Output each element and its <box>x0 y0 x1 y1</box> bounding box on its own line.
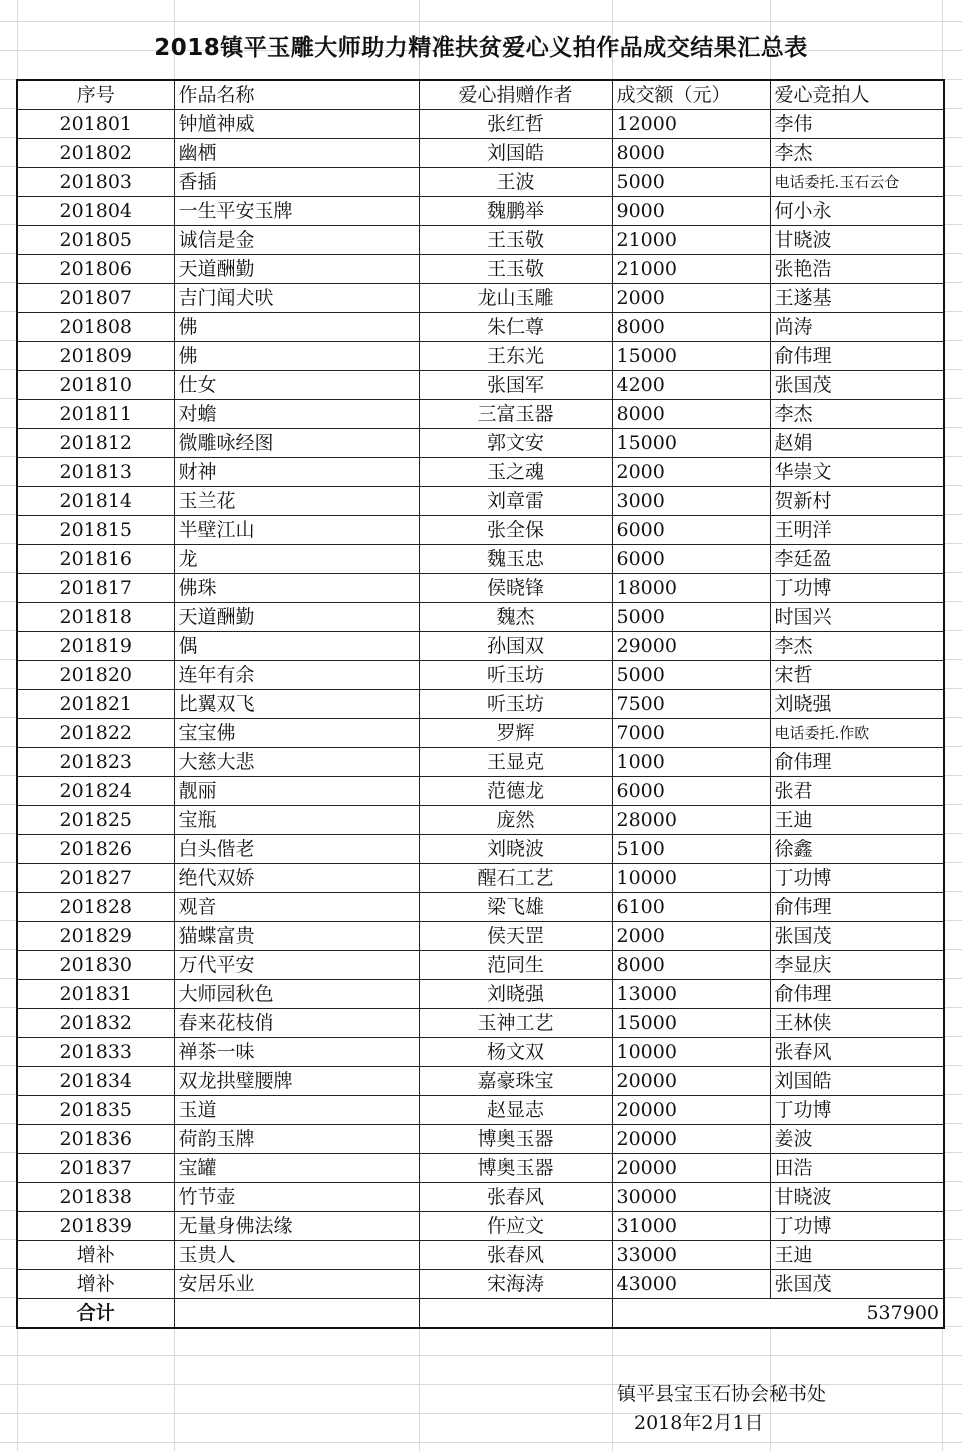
cell-bidder[interactable]: 贺新村 <box>770 487 944 516</box>
cell-price[interactable]: 4200 <box>612 371 770 400</box>
cell-donor[interactable]: 刘章雷 <box>419 487 612 516</box>
cell-price[interactable]: 5000 <box>612 661 770 690</box>
cell-serial[interactable]: 201806 <box>17 255 174 284</box>
cell-price[interactable]: 33000 <box>612 1241 770 1270</box>
cell-serial[interactable]: 201807 <box>17 284 174 313</box>
cell-work-name[interactable]: 天道酬勤 <box>174 603 419 632</box>
cell-bidder[interactable]: 张国茂 <box>770 1270 944 1299</box>
cell-bidder[interactable]: 华崇文 <box>770 458 944 487</box>
cell-work-name[interactable]: 荷韵玉牌 <box>174 1125 419 1154</box>
cell-bidder[interactable]: 姜波 <box>770 1125 944 1154</box>
cell-donor[interactable]: 梁飞雄 <box>419 893 612 922</box>
cell-donor[interactable]: 郭文安 <box>419 429 612 458</box>
cell-serial[interactable]: 增补 <box>17 1270 174 1299</box>
cell-bidder[interactable]: 丁功博 <box>770 574 944 603</box>
cell-donor[interactable]: 张国军 <box>419 371 612 400</box>
footer-date: 2018年2月1日 <box>634 1412 764 1434</box>
cell-bidder[interactable]: 丁功博 <box>770 1096 944 1125</box>
total-empty-cell[interactable] <box>419 1299 612 1329</box>
cell-bidder[interactable]: 电话委托.玉石云仓 <box>770 168 944 197</box>
cell-donor[interactable]: 三富玉器 <box>419 400 612 429</box>
cell-bidder[interactable]: 王遂基 <box>770 284 944 313</box>
cell-bidder[interactable]: 尚涛 <box>770 313 944 342</box>
cell-donor[interactable]: 罗辉 <box>419 719 612 748</box>
table-row <box>17 951 944 980</box>
cell-work-name[interactable]: 连年有余 <box>174 661 419 690</box>
cell-price[interactable]: 8000 <box>612 139 770 168</box>
cell-serial[interactable]: 201809 <box>17 342 174 371</box>
cell-serial[interactable]: 201819 <box>17 632 174 661</box>
cell-serial[interactable]: 201830 <box>17 951 174 980</box>
cell-price[interactable]: 6000 <box>612 777 770 806</box>
cell-price[interactable]: 21000 <box>612 255 770 284</box>
cell-price[interactable]: 12000 <box>612 110 770 139</box>
table-row <box>17 835 944 864</box>
table-body <box>17 110 944 1299</box>
cell-price[interactable]: 5000 <box>612 603 770 632</box>
cell-bidder[interactable]: 李杰 <box>770 400 944 429</box>
cell-serial[interactable]: 201812 <box>17 429 174 458</box>
cell-work-name[interactable]: 吉门闻犬吠 <box>174 284 419 313</box>
cell-price[interactable]: 15000 <box>612 429 770 458</box>
table-row <box>17 1096 944 1125</box>
cell-donor[interactable]: 听玉坊 <box>419 661 612 690</box>
cell-price[interactable]: 43000 <box>612 1270 770 1299</box>
cell-serial[interactable]: 201825 <box>17 806 174 835</box>
cell-bidder[interactable]: 张春风 <box>770 1038 944 1067</box>
cell-bidder[interactable]: 李杰 <box>770 632 944 661</box>
table-row <box>17 516 944 545</box>
table-row <box>17 1241 944 1270</box>
cell-donor[interactable]: 范同生 <box>419 951 612 980</box>
cell-price[interactable]: 29000 <box>612 632 770 661</box>
cell-price[interactable]: 2000 <box>612 284 770 313</box>
table-row <box>17 719 944 748</box>
cell-serial[interactable]: 201838 <box>17 1183 174 1212</box>
cell-donor[interactable]: 魏杰 <box>419 603 612 632</box>
cell-bidder[interactable]: 李伟 <box>770 110 944 139</box>
cell-work-name[interactable]: 龙 <box>174 545 419 574</box>
cell-donor[interactable]: 庞然 <box>419 806 612 835</box>
cell-donor[interactable]: 龙山玉雕 <box>419 284 612 313</box>
cell-work-name[interactable]: 对蟾 <box>174 400 419 429</box>
table-row <box>17 168 944 197</box>
cell-serial[interactable]: 201810 <box>17 371 174 400</box>
cell-work-name[interactable]: 宝宝佛 <box>174 719 419 748</box>
cell-serial[interactable]: 201813 <box>17 458 174 487</box>
cell-bidder[interactable]: 赵娟 <box>770 429 944 458</box>
cell-price[interactable]: 2000 <box>612 458 770 487</box>
table-row <box>17 458 944 487</box>
cell-work-name[interactable]: 双龙拱璧腰牌 <box>174 1067 419 1096</box>
cell-price[interactable]: 6100 <box>612 893 770 922</box>
table-row <box>17 313 944 342</box>
cell-work-name[interactable]: 大慈大悲 <box>174 748 419 777</box>
table-row <box>17 922 944 951</box>
cell-donor[interactable]: 博奥玉器 <box>419 1125 612 1154</box>
cell-serial[interactable]: 201804 <box>17 197 174 226</box>
cell-donor[interactable]: 玉之魂 <box>419 458 612 487</box>
cell-serial[interactable]: 201833 <box>17 1038 174 1067</box>
cell-donor[interactable]: 博奥玉器 <box>419 1154 612 1183</box>
table-row <box>17 371 944 400</box>
cell-price[interactable]: 20000 <box>612 1125 770 1154</box>
cell-bidder[interactable]: 张国茂 <box>770 371 944 400</box>
cell-price[interactable]: 8000 <box>612 313 770 342</box>
cell-work-name[interactable]: 玉道 <box>174 1096 419 1125</box>
cell-work-name[interactable]: 宝罐 <box>174 1154 419 1183</box>
table-row <box>17 1183 944 1212</box>
cell-donor[interactable]: 刘晓波 <box>419 835 612 864</box>
cell-price[interactable]: 5100 <box>612 835 770 864</box>
cell-donor[interactable]: 朱仁尊 <box>419 313 612 342</box>
table-row <box>17 1125 944 1154</box>
cell-bidder[interactable]: 刘晓强 <box>770 690 944 719</box>
table-row <box>17 1038 944 1067</box>
cell-price[interactable]: 20000 <box>612 1096 770 1125</box>
cell-bidder[interactable]: 丁功博 <box>770 864 944 893</box>
cell-work-name[interactable]: 观音 <box>174 893 419 922</box>
table-row <box>17 429 944 458</box>
table-row <box>17 284 944 313</box>
cell-serial[interactable]: 201835 <box>17 1096 174 1125</box>
cell-price[interactable]: 6000 <box>612 545 770 574</box>
cell-work-name[interactable]: 佛 <box>174 342 419 371</box>
cell-work-name[interactable]: 安居乐业 <box>174 1270 419 1299</box>
cell-serial[interactable]: 201839 <box>17 1212 174 1241</box>
cell-serial[interactable]: 201811 <box>17 400 174 429</box>
cell-work-name[interactable]: 偶 <box>174 632 419 661</box>
cell-donor[interactable]: 张红哲 <box>419 110 612 139</box>
cell-work-name[interactable]: 仕女 <box>174 371 419 400</box>
cell-price[interactable]: 30000 <box>612 1183 770 1212</box>
cell-donor[interactable]: 魏鹏举 <box>419 197 612 226</box>
cell-serial[interactable]: 201816 <box>17 545 174 574</box>
cell-work-name[interactable]: 白头偕老 <box>174 835 419 864</box>
cell-work-name[interactable]: 微雕咏经图 <box>174 429 419 458</box>
cell-serial[interactable]: 201834 <box>17 1067 174 1096</box>
cell-price[interactable]: 1000 <box>612 748 770 777</box>
total-empty-cell[interactable] <box>174 1299 419 1329</box>
cell-donor[interactable]: 侯晓锋 <box>419 574 612 603</box>
cell-price[interactable]: 15000 <box>612 342 770 371</box>
cell-serial[interactable]: 201824 <box>17 777 174 806</box>
cell-serial[interactable]: 201831 <box>17 980 174 1009</box>
cell-serial[interactable]: 201808 <box>17 313 174 342</box>
cell-donor[interactable]: 杨文双 <box>419 1038 612 1067</box>
table-row <box>17 226 944 255</box>
cell-donor[interactable]: 赵显志 <box>419 1096 612 1125</box>
table-row <box>17 893 944 922</box>
cell-bidder[interactable]: 田浩 <box>770 1154 944 1183</box>
cell-price[interactable]: 6000 <box>612 516 770 545</box>
table-row <box>17 545 944 574</box>
cell-donor[interactable]: 范德龙 <box>419 777 612 806</box>
cell-donor[interactable]: 刘晓强 <box>419 980 612 1009</box>
cell-bidder[interactable]: 何小永 <box>770 197 944 226</box>
table-row <box>17 690 944 719</box>
cell-bidder[interactable]: 时国兴 <box>770 603 944 632</box>
cell-donor[interactable]: 听玉坊 <box>419 690 612 719</box>
table-row <box>17 197 944 226</box>
header-work-name[interactable]: 作品名称 <box>174 80 419 110</box>
footer-organization: 镇平县宝玉石协会秘书处 <box>617 1383 827 1405</box>
cell-donor[interactable]: 王显克 <box>419 748 612 777</box>
table-row <box>17 1154 944 1183</box>
cell-work-name[interactable]: 宝瓶 <box>174 806 419 835</box>
cell-price[interactable]: 13000 <box>612 980 770 1009</box>
table-row <box>17 574 944 603</box>
cell-work-name[interactable]: 禅茶一味 <box>174 1038 419 1067</box>
cell-price[interactable]: 28000 <box>612 806 770 835</box>
cell-serial[interactable]: 201818 <box>17 603 174 632</box>
cell-work-name[interactable]: 玉兰花 <box>174 487 419 516</box>
cell-bidder[interactable]: 甘晓波 <box>770 1183 944 1212</box>
table-row <box>17 400 944 429</box>
cell-work-name[interactable]: 比翼双飞 <box>174 690 419 719</box>
header-bidder[interactable]: 爱心竞拍人 <box>770 80 944 110</box>
cell-bidder[interactable]: 张君 <box>770 777 944 806</box>
cell-serial[interactable]: 201826 <box>17 835 174 864</box>
cell-bidder[interactable]: 俞伟理 <box>770 748 944 777</box>
table-row <box>17 342 944 371</box>
cell-price[interactable]: 20000 <box>612 1154 770 1183</box>
cell-serial[interactable]: 201822 <box>17 719 174 748</box>
cell-work-name[interactable]: 香插 <box>174 168 419 197</box>
cell-donor[interactable]: 张春风 <box>419 1241 612 1270</box>
cell-work-name[interactable]: 财神 <box>174 458 419 487</box>
cell-serial[interactable]: 201832 <box>17 1009 174 1038</box>
table-row <box>17 487 944 516</box>
cell-serial[interactable]: 增补 <box>17 1241 174 1270</box>
cell-donor[interactable]: 王玉敬 <box>419 255 612 284</box>
cell-donor[interactable]: 张全保 <box>419 516 612 545</box>
cell-bidder[interactable]: 俞伟理 <box>770 342 944 371</box>
table-row <box>17 1009 944 1038</box>
cell-donor[interactable]: 王东光 <box>419 342 612 371</box>
table-row <box>17 864 944 893</box>
cell-serial[interactable]: 201805 <box>17 226 174 255</box>
cell-work-name[interactable]: 一生平安玉牌 <box>174 197 419 226</box>
cell-donor[interactable]: 张春风 <box>419 1183 612 1212</box>
cell-serial[interactable]: 201828 <box>17 893 174 922</box>
cell-bidder[interactable]: 宋哲 <box>770 661 944 690</box>
cell-serial[interactable]: 201827 <box>17 864 174 893</box>
cell-donor[interactable]: 王波 <box>419 168 612 197</box>
page-title: 2018镇平玉雕大师助力精准扶贫爱心义拍作品成交结果汇总表 <box>154 35 808 61</box>
cell-work-name[interactable]: 绝代双娇 <box>174 864 419 893</box>
cell-price[interactable]: 9000 <box>612 197 770 226</box>
cell-donor[interactable]: 孙国双 <box>419 632 612 661</box>
cell-serial[interactable]: 201836 <box>17 1125 174 1154</box>
cell-bidder[interactable]: 刘国皓 <box>770 1067 944 1096</box>
cell-serial[interactable]: 201817 <box>17 574 174 603</box>
cell-price[interactable]: 10000 <box>612 864 770 893</box>
table-row <box>17 661 944 690</box>
cell-price[interactable]: 31000 <box>612 1212 770 1241</box>
total-label[interactable]: 合计 <box>17 1299 174 1329</box>
cell-price[interactable]: 7000 <box>612 719 770 748</box>
cell-bidder[interactable]: 李杰 <box>770 139 944 168</box>
cell-serial[interactable]: 201815 <box>17 516 174 545</box>
header-row <box>17 80 944 110</box>
header-donor[interactable]: 爱心捐赠作者 <box>419 80 612 110</box>
cell-price[interactable]: 8000 <box>612 400 770 429</box>
cell-bidder[interactable]: 俞伟理 <box>770 893 944 922</box>
cell-work-name[interactable]: 万代平安 <box>174 951 419 980</box>
cell-donor[interactable]: 魏玉忠 <box>419 545 612 574</box>
cell-work-name[interactable]: 佛珠 <box>174 574 419 603</box>
cell-work-name[interactable]: 幽栖 <box>174 139 419 168</box>
header-price[interactable]: 成交额（元） <box>612 80 770 110</box>
cell-price[interactable]: 5000 <box>612 168 770 197</box>
table-row <box>17 1270 944 1299</box>
cell-bidder[interactable]: 张国茂 <box>770 922 944 951</box>
cell-price[interactable]: 20000 <box>612 1067 770 1096</box>
cell-price[interactable]: 2000 <box>612 922 770 951</box>
cell-serial[interactable]: 201820 <box>17 661 174 690</box>
cell-price[interactable]: 8000 <box>612 951 770 980</box>
cell-serial[interactable]: 201802 <box>17 139 174 168</box>
cell-donor[interactable]: 王玉敬 <box>419 226 612 255</box>
cell-donor[interactable]: 嘉豪珠宝 <box>419 1067 612 1096</box>
cell-bidder[interactable]: 王迪 <box>770 806 944 835</box>
cell-donor[interactable]: 侯天罡 <box>419 922 612 951</box>
results-table <box>16 79 945 1329</box>
cell-price[interactable]: 10000 <box>612 1038 770 1067</box>
table-row <box>17 255 944 284</box>
table-row <box>17 139 944 168</box>
table-row <box>17 1067 944 1096</box>
cell-work-name[interactable]: 半壁江山 <box>174 516 419 545</box>
table-row <box>17 603 944 632</box>
cell-bidder[interactable]: 王迪 <box>770 1241 944 1270</box>
cell-bidder[interactable]: 李显庆 <box>770 951 944 980</box>
cell-work-name[interactable]: 诚信是金 <box>174 226 419 255</box>
table-row <box>17 110 944 139</box>
cell-bidder[interactable]: 张艳浩 <box>770 255 944 284</box>
cell-price[interactable]: 3000 <box>612 487 770 516</box>
cell-donor[interactable]: 宋海涛 <box>419 1270 612 1299</box>
cell-work-name[interactable]: 春来花枝俏 <box>174 1009 419 1038</box>
cell-work-name[interactable]: 竹节壶 <box>174 1183 419 1212</box>
cell-donor[interactable]: 玉神工艺 <box>419 1009 612 1038</box>
cell-work-name[interactable]: 玉贵人 <box>174 1241 419 1270</box>
cell-bidder[interactable]: 俞伟理 <box>770 980 944 1009</box>
cell-bidder[interactable]: 甘晓波 <box>770 226 944 255</box>
cell-work-name[interactable]: 佛 <box>174 313 419 342</box>
table-row <box>17 777 944 806</box>
cell-donor[interactable]: 刘国皓 <box>419 139 612 168</box>
cell-work-name[interactable]: 靓丽 <box>174 777 419 806</box>
total-row <box>17 1299 944 1329</box>
cell-work-name[interactable]: 无量身佛法缘 <box>174 1212 419 1241</box>
cell-donor[interactable]: 仵应文 <box>419 1212 612 1241</box>
table-row <box>17 632 944 661</box>
cell-price[interactable]: 18000 <box>612 574 770 603</box>
cell-serial[interactable]: 201837 <box>17 1154 174 1183</box>
table-row <box>17 806 944 835</box>
cell-work-name[interactable]: 钟馗神威 <box>174 110 419 139</box>
cell-serial[interactable]: 201801 <box>17 110 174 139</box>
table-row <box>17 748 944 777</box>
cell-price[interactable]: 21000 <box>612 226 770 255</box>
cell-serial[interactable]: 201803 <box>17 168 174 197</box>
cell-bidder[interactable]: 徐鑫 <box>770 835 944 864</box>
cell-work-name[interactable]: 大师园秋色 <box>174 980 419 1009</box>
cell-price[interactable]: 15000 <box>612 1009 770 1038</box>
cell-bidder[interactable]: 李廷盈 <box>770 545 944 574</box>
cell-donor[interactable]: 醒石工艺 <box>419 864 612 893</box>
cell-bidder[interactable]: 电话委托.作欧 <box>770 719 944 748</box>
cell-bidder[interactable]: 王林侠 <box>770 1009 944 1038</box>
cell-serial[interactable]: 201821 <box>17 690 174 719</box>
cell-bidder[interactable]: 丁功博 <box>770 1212 944 1241</box>
cell-bidder[interactable]: 王明洋 <box>770 516 944 545</box>
header-serial[interactable]: 序号 <box>17 80 174 110</box>
cell-serial[interactable]: 201823 <box>17 748 174 777</box>
cell-work-name[interactable]: 猫蝶富贵 <box>174 922 419 951</box>
cell-price[interactable]: 7500 <box>612 690 770 719</box>
table-row <box>17 980 944 1009</box>
cell-work-name[interactable]: 天道酬勤 <box>174 255 419 284</box>
table-row <box>17 1212 944 1241</box>
cell-serial[interactable]: 201829 <box>17 922 174 951</box>
total-value[interactable]: 537900 <box>612 1299 944 1329</box>
cell-serial[interactable]: 201814 <box>17 487 174 516</box>
